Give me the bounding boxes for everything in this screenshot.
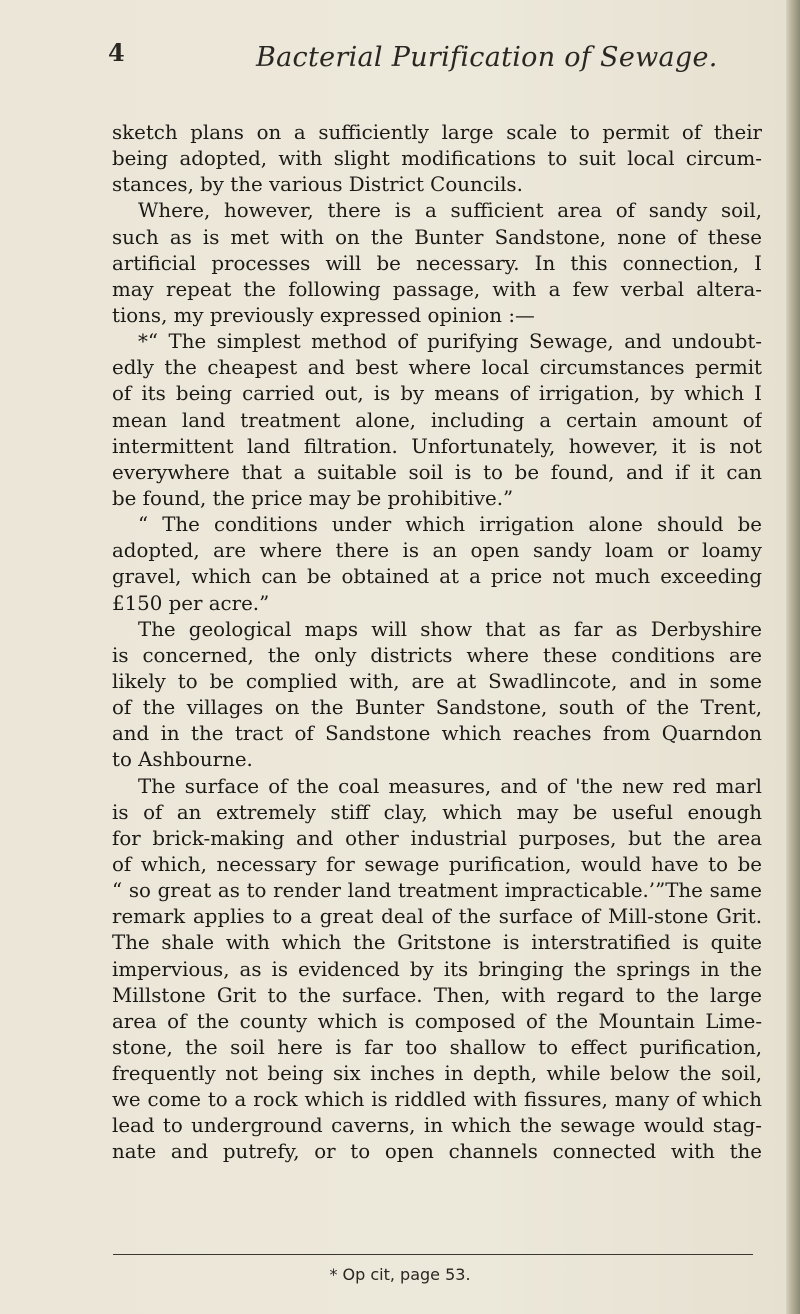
running-title: Bacterial Purification of Sewage. <box>256 42 718 73</box>
text-line: likely to be complied with, are at Swadlincote, and in some <box>112 669 762 693</box>
text-line: artificial processes will be necessary. In this connection, I <box>112 251 762 275</box>
footnote: * Op cit, page 53. <box>329 1265 471 1284</box>
text-line: to Ashbourne. <box>112 748 253 772</box>
running-header <box>108 38 748 88</box>
text-line: of the villages on the Bunter Sandstone, south of the Trent, <box>112 696 762 720</box>
text-line: being adopted, with slight modifications to suit local circum- <box>112 147 762 171</box>
text-line: remark applies to a great deal of the surface of Mill-stone Grit. <box>112 905 762 929</box>
text-line: adopted, are where there is an open sandy loam or loamy <box>112 539 762 563</box>
footnote-rule <box>113 1254 753 1255</box>
text-line: “ so great as to render land treatment impracticable.’”The same <box>112 879 762 903</box>
text-line: such as is met with on the Bunter Sandstone, none of these <box>112 225 762 249</box>
text-line: everywhere that a suitable soil is to be found, and if it can <box>112 460 762 484</box>
text-line: is concerned, the only districts where these conditions are <box>112 643 762 667</box>
text-line: we come to a rock which is riddled with fissures, many of which <box>112 1088 762 1112</box>
text-line: The shale with which the Gritstone is interstratified is quite <box>112 931 762 955</box>
text-line: for brick-making and other industrial purposes, but the area <box>112 826 762 850</box>
text-line: nate and putrefy, or to open channels connected with the <box>112 1140 762 1164</box>
text-line: and in the tract of Sandstone which reaches from Quarndon <box>112 722 762 746</box>
text-line: *“ The simplest method of purifying Sewage, and undoubt- <box>138 330 762 354</box>
page-number: 4 <box>108 38 125 67</box>
text-line: be found, the price may be prohibitive.” <box>112 486 514 510</box>
body-text <box>112 120 762 1166</box>
text-line: mean land treatment alone, including a certain amount of <box>112 408 762 432</box>
text-line: £150 per acre.” <box>112 591 270 615</box>
text-line: The geological maps will show that as far as Derbyshire <box>138 617 762 641</box>
text-line: tions, my previously expressed opinion :— <box>112 303 535 327</box>
text-line: The surface of the coal measures, and of 'the new red marl <box>138 774 762 798</box>
text-line: stances, by the various District Councils. <box>112 173 523 197</box>
text-line: frequently not being six inches in depth, while below the soil, <box>112 1062 762 1086</box>
text-line: intermittent land filtration. Unfortunately, however, it is not <box>112 434 762 458</box>
text-line: lead to underground caverns, in which the sewage would stag- <box>112 1114 762 1138</box>
text-line: edly the cheapest and best where local circumstances permit <box>112 356 762 380</box>
text-line: Where, however, there is a sufficient area of sandy soil, <box>138 199 762 223</box>
text-line: Millstone Grit to the surface. Then, with regard to the large <box>112 983 762 1007</box>
text-line: of which, necessary for sewage purification, would have to be <box>112 852 762 876</box>
text-line: is of an extremely stiff clay, which may be useful enough <box>112 800 762 824</box>
text-line: of its being carried out, is by means of irrigation, by which I <box>112 382 762 406</box>
text-line: impervious, as is evidenced by its bringing the springs in the <box>112 957 762 981</box>
page-edge-shadow <box>786 0 800 1314</box>
text-line: gravel, which can be obtained at a price not much exceeding <box>112 565 762 589</box>
text-line: sketch plans on a sufficiently large scale to permit of their <box>112 121 762 144</box>
text-line: area of the county which is composed of the Mountain Lime- <box>112 1009 762 1033</box>
text-line: stone, the soil here is far too shallow to effect purification, <box>112 1035 762 1059</box>
text-line: may repeat the following passage, with a few verbal altera- <box>112 277 762 301</box>
text-line: “ The conditions under which irrigation alone should be <box>138 513 762 537</box>
